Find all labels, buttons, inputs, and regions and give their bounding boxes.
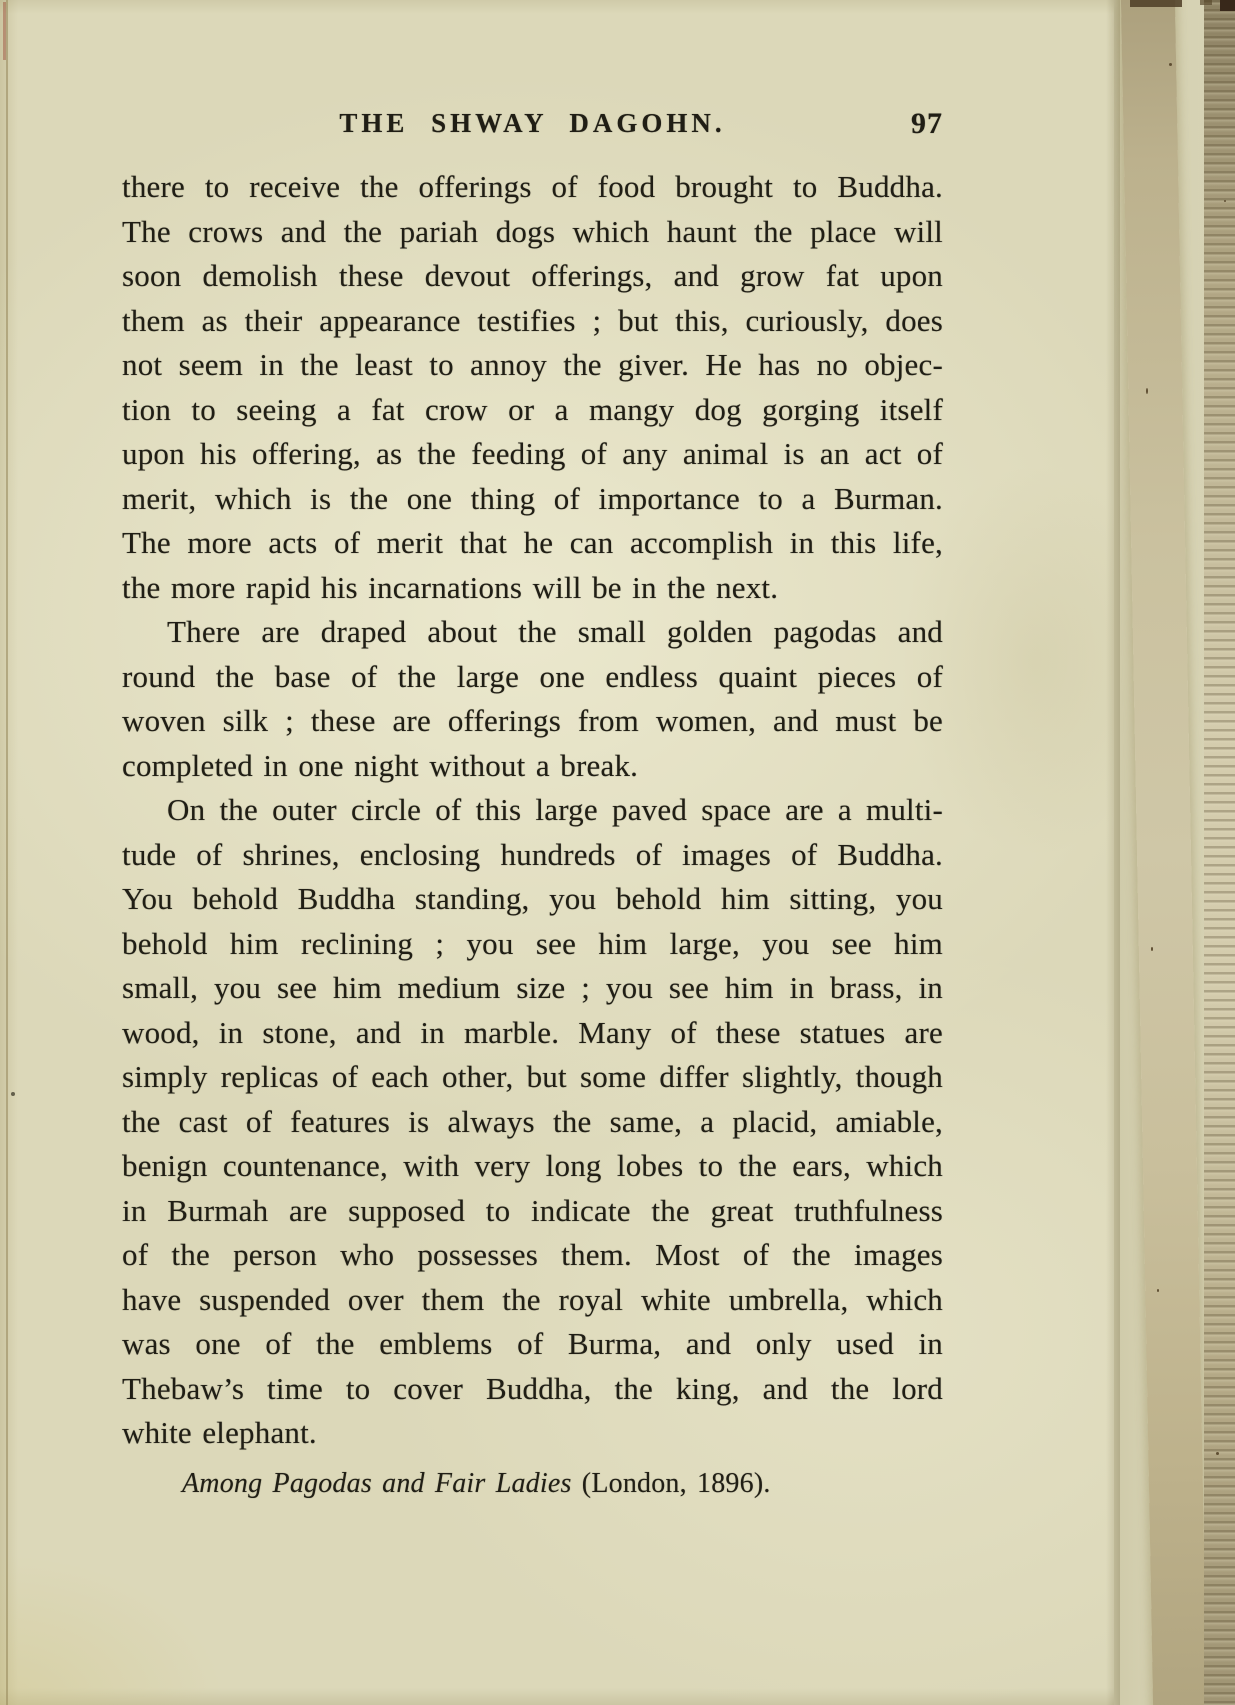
left-edge-mark (3, 2, 6, 60)
running-header-title: THE SHWAY DAGOHN. (339, 108, 726, 138)
text-line: wood, in stone, and in marble. Many of these statues are (122, 1014, 943, 1050)
paragraph (122, 610, 943, 788)
body-text (122, 165, 943, 1505)
page-gutter-line (6, 0, 8, 1705)
text-line: tion to seeing a fat crow or a mangy dog gorging itself (122, 391, 943, 427)
margin-speck (11, 1092, 15, 1096)
citation-publication: (London, 1896). (571, 1467, 771, 1499)
text-line: have suspended over them the royal white umbrella, which (122, 1281, 943, 1317)
text-line: in Burmah are supposed to indicate the great truthfulness (122, 1192, 943, 1228)
fore-edge-striated-band (1204, 0, 1235, 1705)
text-line: was one of the emblems of Burma, and only used in (122, 1326, 943, 1361)
text-line: them as their appearance testifies ; but this, curiously, does (122, 302, 943, 338)
text-line: not seem in the least to annoy the giver. He has no objec- (122, 347, 943, 382)
fore-edge-dark-patch (1130, 0, 1182, 7)
paper-speck (1151, 947, 1153, 951)
paper-speck (1169, 63, 1172, 66)
running-header (122, 108, 943, 142)
text-line: You behold Buddha standing, you behold him sitting, you (122, 881, 943, 916)
paragraph (122, 788, 943, 1456)
paper-speck (1157, 1289, 1159, 1292)
text-line: woven silk ; these are offerings from women, and must be (122, 703, 943, 738)
citation (182, 1463, 943, 1505)
text-line: tude of shrines, enclosing hundreds of images of Buddha. (122, 836, 943, 872)
paper-speck (1146, 388, 1148, 394)
text-line: there to receive the offerings of food brought to Buddha. (122, 169, 943, 204)
text-line: small, you see him medium size ; you see him in brass, in (122, 970, 943, 1005)
text-line: simply replicas of each other, but some differ slightly, though (122, 1059, 943, 1094)
text-line: benign countenance, with very long lobes to the ears, which (122, 1148, 943, 1183)
page-edge-shadow (1106, 0, 1120, 1705)
fore-edge-dark-patch (1220, 0, 1235, 11)
text-line: merit, which is the one thing of importance to a Burman. (122, 480, 943, 516)
text-line: the more rapid his incarnations will be in the next. (122, 569, 779, 605)
text-line: upon his offering, as the feeding of any animal is an act of (122, 436, 943, 471)
text-line: The more acts of merit that he can accomplish in this life, (122, 525, 943, 560)
text-line: completed in one night without a break. (122, 747, 639, 783)
paper-speck (1224, 200, 1226, 202)
text-line: Thebaw’s time to cover Buddha, the king, and the lord (122, 1370, 943, 1406)
text-line: round the base of the large one endless quaint pieces of (122, 658, 943, 694)
text-line: There are draped about the small golden pagodas and (167, 614, 943, 649)
text-line: The crows and the pariah dogs which haunt the place will (122, 213, 943, 249)
page-number: 97 (911, 107, 943, 140)
paper-speck (1216, 1452, 1219, 1455)
text-line: the cast of features is always the same, a placid, amiable, (122, 1103, 943, 1139)
text-line: On the outer circle of this large paved space are a multi- (167, 792, 943, 827)
paragraph (122, 165, 943, 610)
text-line: soon demolish these devout offerings, and grow fat upon (122, 258, 943, 293)
text-line: behold him reclining ; you see him large, you see him (122, 925, 943, 961)
text-line: of the person who possesses them. Most of the images (122, 1237, 943, 1272)
fore-edge-dark-patch (1200, 0, 1212, 5)
text-line: white elephant. (122, 1415, 317, 1450)
citation-title: Among Pagodas and Fair Ladies (182, 1467, 572, 1499)
